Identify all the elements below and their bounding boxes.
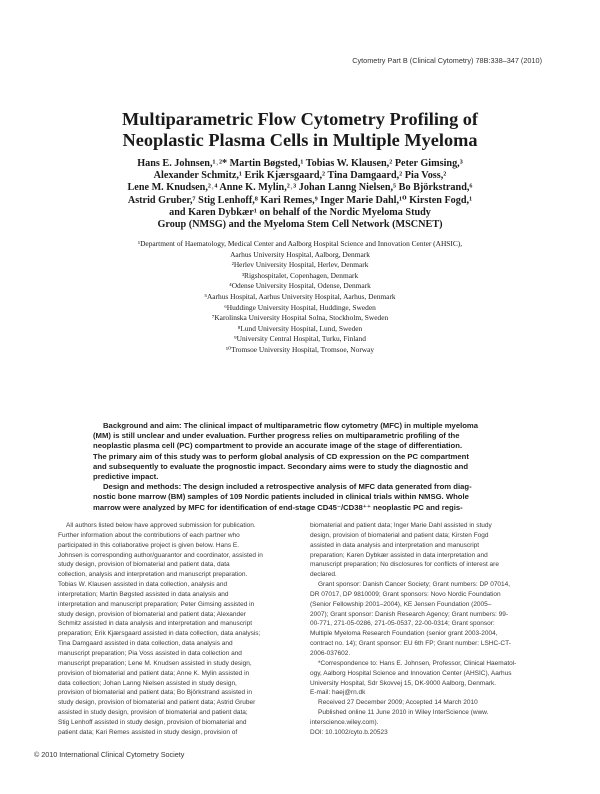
journal-header: Cytometry Part B (Clinical Cytometry) 78B:338–347 (2010) (352, 56, 542, 65)
footnote-line: study design, provision of biomaterial and patient data; Alexander (58, 610, 246, 618)
footnote-line: study design, provision of biomaterial and patient data, data (58, 561, 230, 569)
footnote-line: 2007); Grant sponsor: Danish Research Agency; Grant numbers: 99- (310, 610, 508, 618)
footnote-line: provision of biomaterial and patient data; Anne K. Mylin assisted in (58, 669, 250, 677)
author-line: Alexander Schmitz,¹ Erik Kjærsgaard,² Tina Damgaard,² Pia Voss,² (153, 170, 447, 182)
footnote-line: Multiple Myeloma Research Foundation (senior grant 2003-2004, (310, 630, 498, 638)
author-line: Hans E. Johnsen,¹˒²* Martin Bøgsted,¹ Tobias W. Klausen,² Peter Gimsing,³ (137, 158, 463, 169)
footnote-line: (Senior Fellowship 2001–2004), KE Jensen Foundation (2005– (310, 600, 492, 608)
footnote-line: Further information about the contributions of each partner who (58, 531, 240, 539)
abstract-line: (MM) is still unclear and under evaluation. Further progress relies on multiparametric profiling of the (93, 431, 460, 441)
footnote-line: E-mail: haej@rn.dk (310, 689, 366, 697)
footnote-line: assisted in data analysis and interpretation and manuscript (310, 541, 480, 549)
footnote-line: *Correspondence to: Hans E. Johnsen, Professor, Clinical Haematol- (318, 659, 517, 667)
footnote-line: manuscript preparation; Pia Voss assisted in data collection and (58, 649, 242, 657)
author-list (60, 158, 540, 231)
abstract-line: The primary aim of this study was to perform global analysis of CD expression on the PC compartment (93, 451, 469, 461)
abstract-line: nostic bone marrow (BM) samples of 109 Nordic patients included in clinical trials within NMSG. Whole (93, 492, 469, 502)
affiliation: ⁵Aarhus Hospital, Aarhus University Hospital, Aarhus, Denmark (204, 291, 396, 301)
footnote-line: contract no. 14); Grant sponsor: EU 6th FP; Grant number: LSHC-CT- (310, 640, 511, 648)
footnote-line: Johnsen is corresponding author/guarantor and coordinator, assisted in (58, 551, 263, 559)
footnote-line: 2006-037602. (310, 649, 351, 657)
affiliation: ¹Department of Haematology, Medical Center and Aalborg Hospital Science and Innovation Center (AHSIC), (137, 239, 463, 248)
affiliation: Aarhus University Hospital, Aalborg, Denmark (230, 249, 370, 259)
footnote-line: 00-771, 271-05-0286, 271-05-0537, 22-00-0314; Grant sponsor: (310, 620, 495, 628)
title-line: Multiparametric Flow Cytometry Profiling of (121, 109, 479, 129)
grants-correspondence-column (310, 521, 543, 738)
footnote-line: interpretation; Martin Bøgsted assisted in data analysis and (58, 590, 229, 598)
footnote-line: Tobias W. Klausen assisted in data collection, analysis and (58, 581, 228, 589)
affiliation-list (40, 239, 560, 356)
footnote-line: participated in this collaborative project is given below. Hans E. (58, 541, 240, 549)
affiliation: ⁴Odense University Hospital, Odense, Denmark (229, 281, 371, 291)
author-line: Astrid Gruber,⁷ Stig Lenhoff,⁸ Kari Remes,⁹ Inger Marie Dahl,¹⁰ Kirsten Fogd,¹ (127, 194, 473, 206)
footnote-line: manuscript preparation; Lene M. Knudsen assisted in study design, (58, 659, 252, 667)
affiliation: ⁹University Central Hospital, Turku, Finland (234, 334, 366, 344)
title-line: Neoplastic Plasma Cells in Multiple Myeloma (122, 130, 478, 150)
footnote-line: Published online 11 June 2010 in Wiley InterScience (www. (318, 709, 489, 717)
footnote-line: ogy, Aalborg Hospital Science and Innovation Center (AHSIC), Aarhus (310, 669, 512, 677)
affiliation: ⁸Lund University Hospital, Lund, Sweden (237, 323, 363, 333)
abstract-line: Design and methods: The design included a retrospective analysis of MFC data generated from diag- (103, 482, 472, 492)
abstract-line: Background and aim: The clinical impact of multiparametric flow cytometry (MFC) in multiple myeloma (103, 421, 479, 430)
footnote-line: Grant sponsor: Danish Cancer Society; Grant numbers: DP 07014, (318, 581, 511, 589)
footnote-line: Stig Lenhoff assisted in study design, provision of biomaterial and (58, 718, 247, 726)
author-line: Lene M. Knudsen,²˒⁴ Anne K. Mylin,²˒³ Johan Lanng Nielsen,⁵ Bo Björkstrand,⁶ (127, 182, 473, 194)
footnote-line: study design, provision of biomaterial and patient data; Astrid Gruber (58, 699, 256, 707)
footnote-line: collection, analysis and interpretation and manuscript preparation. (58, 571, 248, 579)
abstract-line: and subsequently to evaluate the prognostic impact. Secondary aims were to study the diagnostic and (93, 461, 469, 471)
footnote-line: manuscript preparation; No disclosures for conflicts of interest are (310, 561, 499, 569)
contributions-column (58, 521, 291, 738)
footnote-line: interpretation and manuscript preparation; Peter Gimsing assisted in (58, 600, 255, 608)
copyright-notice: © 2010 International Clinical Cytometry Society (34, 750, 185, 759)
footnote-line: preparation; Karen Dybkær assisted in data interpretation and (310, 551, 488, 559)
footnote-line: data collection; Johan Lanng Nielsen assisted in study design, (58, 679, 237, 687)
footnote-line: Received 27 December 2009; Accepted 14 March 2010 (318, 699, 478, 707)
affiliation: ⁷Karolinska University Hospital Solna, Stockholm, Sweden (211, 313, 389, 323)
abstract (93, 421, 533, 513)
footnote-line: assisted in study design, provision of biomaterial and patient data; (58, 709, 248, 717)
footnote-line: provision of biomaterial and patient data; Bo Björkstrand assisted in (58, 689, 253, 697)
footnote-line: biomaterial and patient data; Inger Marie Dahl assisted in study (310, 522, 492, 529)
footnote-line: Schmitz assisted in data analysis and interpretation and manuscript (58, 620, 253, 628)
author-line: and Karen Dybkær¹ on behalf of the Nordic Myeloma Study (169, 206, 431, 218)
author-line: Group (NMSG) and the Myeloma Stem Cell Network (MSCNET) (157, 219, 443, 231)
footnote-line: preparation; Erik Kjærsgaard assisted in data collection, data analysis; (58, 630, 261, 638)
abstract-line: neoplastic plasma cell (PC) compartment to provide an accurate image of the stage of differentiation. (93, 441, 463, 451)
abstract-line: predictive impact. (93, 472, 159, 482)
affiliation: ¹⁰Tromsoe University Hospital, Tromsoe, Norway (225, 344, 375, 354)
abstract-line: marrow were analyzed by MFC for identification of end-stage CD45⁻/CD38⁺⁺ neoplastic PC and regis- (93, 502, 463, 512)
footnote-line: design, provision of biomaterial and patient data; Kirsten Fogd (310, 531, 489, 539)
footnote-line: DOI: 10.1002/cyto.b.20523 (310, 728, 388, 736)
affiliation: ³Rigshospitalet, Copenhagen, Denmark (241, 270, 359, 280)
paper-title (40, 109, 560, 151)
footnote-line: Tina Damgaard assisted in data collection, data analysis and (58, 640, 233, 648)
footnote-line: All authors listed below have approved submission for publication. (66, 522, 256, 529)
footnote-line: declared. (310, 571, 337, 579)
affiliation: ²Herlev University Hospital, Herlev, Denmark (231, 260, 369, 270)
affiliation: ⁶Huddinge University Hospital, Huddinge, Sweden (224, 302, 376, 312)
footnote-line: patient data; Kari Remes assisted in study design, provision of (58, 728, 238, 736)
footnote-line: DR 07017, DP 9810009; Grant sponsors: Novo Nordic Foundation (310, 590, 501, 598)
footnote-line: University Hospital, Sdr Skovvej 15, DK-9000 Aalborg, Denmark. (310, 679, 497, 687)
footnote-line: interscience.wiley.com). (310, 718, 379, 726)
